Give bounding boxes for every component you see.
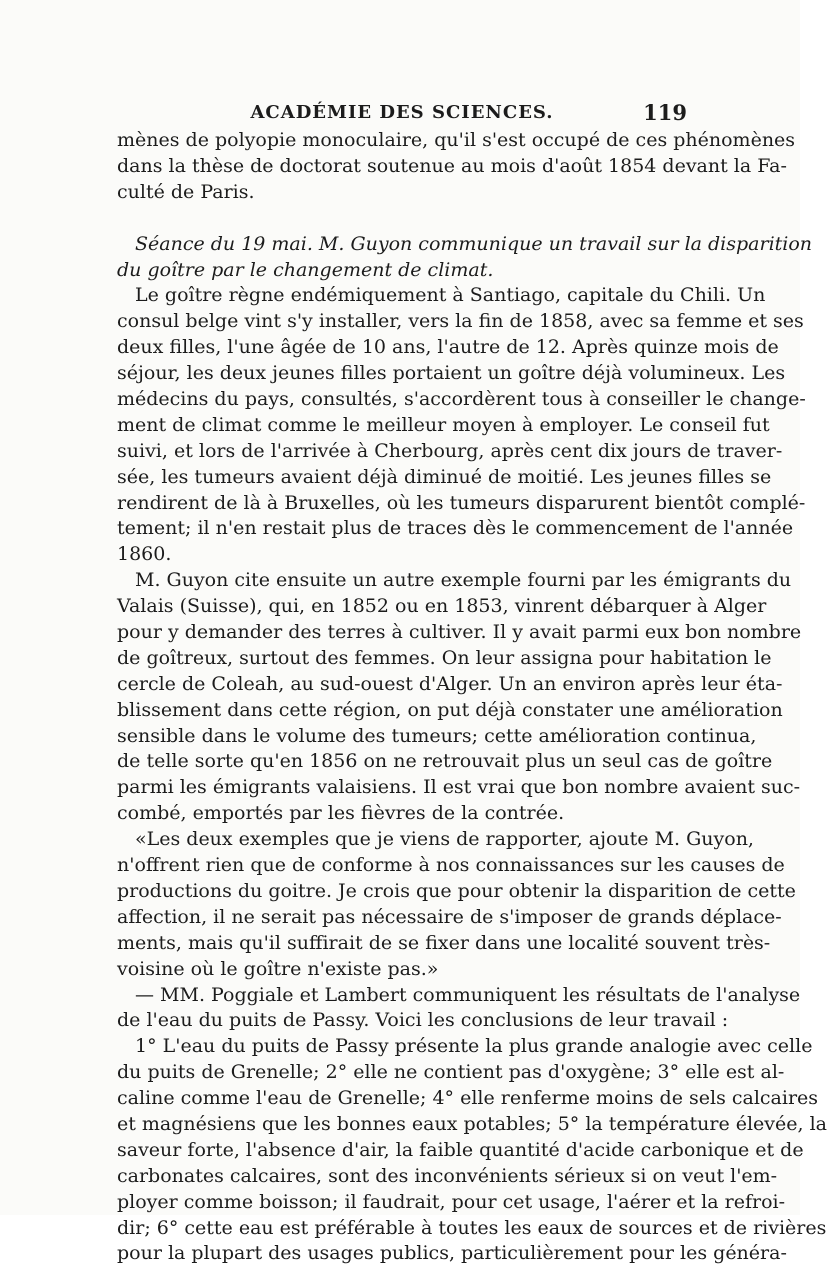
text-line: culté de Paris. xyxy=(117,180,255,203)
running-head xyxy=(117,100,687,130)
text-line: Valais (Suisse), qui, en 1852 ou en 1853, vinrent débarquer à Alger xyxy=(117,595,767,618)
text-line: de l'eau du puits de Passy. Voici les conclusions de leur travail : xyxy=(117,1009,729,1032)
text-line: dans la thèse de doctorat soutenue au mois d'août 1854 devant la Fa- xyxy=(117,154,787,177)
text-line: tement; il n'en restait plus de traces dès le commencement de l'année xyxy=(117,517,794,540)
text-line: séjour, les deux jeunes filles portaient un goître déjà volumineux. Les xyxy=(117,362,786,385)
text-line: deux filles, l'une âgée de 10 ans, l'autre de 12. Après quinze mois de xyxy=(117,336,779,359)
text-line: Le goître règne endémiquement à Santiago, capitale du Chili. Un xyxy=(135,284,766,307)
text-line: ments, mais qu'il suffirait de se fixer dans une localité souvent très- xyxy=(117,931,771,954)
text-line: consul belge vint s'y installer, vers la fin de 1858, avec sa femme et ses xyxy=(117,310,804,333)
text-line: carbonates calcaires, sont des inconvénients sérieux si on veut l'em- xyxy=(117,1164,778,1187)
text-line: du puits de Grenelle; 2° elle ne contient pas d'oxygène; 3° elle est al- xyxy=(117,1061,785,1084)
text-line: et magnésiens que les bonnes eaux potables; 5° la température élevée, la xyxy=(117,1112,827,1135)
text-line: 1860. xyxy=(117,543,172,566)
running-title: ACADÉMIE DES SCIENCES. xyxy=(250,102,554,123)
text-line: saveur forte, l'absence d'air, la faible quantité d'acide carbonique et de xyxy=(117,1138,804,1161)
text-line: suivi, et lors de l'arrivée à Cherbourg, après cent dix jours de traver- xyxy=(117,439,783,462)
text-line: combé, emportés par les fièvres de la contrée. xyxy=(117,802,565,825)
text-line: caline comme l'eau de Grenelle; 4° elle renferme moins de sels calcaires xyxy=(117,1087,819,1110)
text-line: «Les deux exemples que je viens de rapporter, ajoute M. Guyon, xyxy=(135,828,754,851)
text-line: productions du goitre. Je crois que pour obtenir la disparition de cette xyxy=(117,879,796,902)
text-line: cercle de Coleah, au sud-ouest d'Alger. Un an environ après leur éta- xyxy=(117,672,783,695)
text-line: M. Guyon cite ensuite un autre exemple fourni par les émigrants du xyxy=(135,569,792,592)
page-number: 119 xyxy=(643,100,687,125)
text-line: — MM. Poggiale et Lambert communiquent les résultats de l'analyse xyxy=(135,983,801,1006)
text-line: Séance du 19 mai. M. Guyon communique un travail sur la disparition xyxy=(135,232,813,255)
text-line: ployer comme boisson; il faudrait, pour cet usage, l'aérer et la refroi- xyxy=(117,1190,786,1213)
text-line: pour la plupart des usages publics, particulièrement pour les généra- xyxy=(117,1242,787,1265)
text-line: de telle sorte qu'en 1856 on ne retrouvait plus un seul cas de goître xyxy=(117,750,773,773)
text-line: sée, les tumeurs avaient déjà diminué de moitié. Les jeunes filles se xyxy=(117,465,772,488)
text-line: médecins du pays, consultés, s'accordèrent tous à conseiller le change- xyxy=(117,388,806,411)
text-line: 1° L'eau du puits de Passy présente la plus grande analogie avec celle xyxy=(135,1035,813,1058)
text-line: du goître par le changement de climat. xyxy=(117,258,494,281)
text-line: affection, il ne serait pas nécessaire de s'imposer de grands déplace- xyxy=(117,905,782,928)
text-line: rendirent de là à Bruxelles, où les tumeurs disparurent bientôt complé- xyxy=(117,491,806,514)
text-line: sensible dans le volume des tumeurs; cette amélioration continua, xyxy=(117,724,757,747)
text-line: n'offrent rien que de conforme à nos connaissances sur les causes de xyxy=(117,854,785,877)
text-line: ment de climat comme le meilleur moyen à employer. Le conseil fut xyxy=(117,413,770,436)
text-line: pour y demander des terres à cultiver. Il y avait parmi eux bon nombre xyxy=(117,621,802,644)
text-line: parmi les émigrants valaisiens. Il est vrai que bon nombre avaient suc- xyxy=(117,776,801,799)
text-line: voisine où le goître n'existe pas.» xyxy=(117,957,439,980)
text-line: mènes de polyopie monoculaire, qu'il s'est occupé de ces phénomènes xyxy=(117,129,796,151)
body-text xyxy=(117,128,827,1267)
text-line: blissement dans cette région, on put déjà constater une amélioration xyxy=(117,698,783,721)
paragraph-gap xyxy=(117,206,687,232)
text-line: de goîtreux, surtout des femmes. On leur assigna pour habitation le xyxy=(117,646,772,669)
text-line: dir; 6° cette eau est préférable à toutes les eaux de sources et de rivières xyxy=(117,1216,827,1239)
